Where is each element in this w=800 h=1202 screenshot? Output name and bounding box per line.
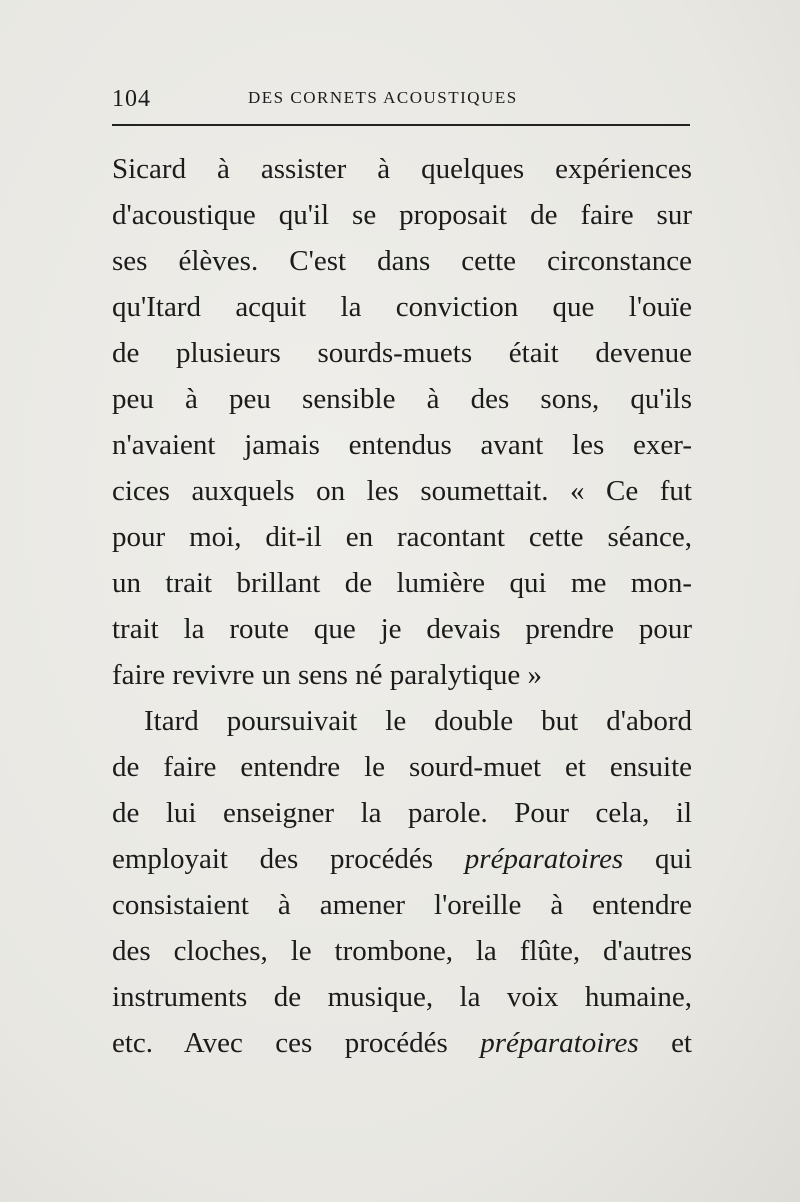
text-line: cices auxquels on les soumettait. « Ce fut xyxy=(112,475,692,507)
text-line: un trait brillant de lumière qui me mon- xyxy=(112,567,692,599)
page-header xyxy=(112,86,692,116)
text-segment: employait des procédés xyxy=(112,843,465,875)
text-segment: et xyxy=(638,1027,692,1059)
text-segment: etc. Avec ces procédés xyxy=(112,1027,481,1059)
text-line: n'avaient jamais entendus avant les exer- xyxy=(112,429,692,461)
running-title: DES CORNETS ACOUSTIQUES xyxy=(248,88,518,107)
header-rule xyxy=(112,124,690,126)
paragraph-start-line: Itard poursuivait le double but d'abord xyxy=(144,705,692,737)
text-line: peu à peu sensible à des sons, qu'ils xyxy=(112,383,692,415)
text-line: qu'Itard acquit la conviction que l'ouïe xyxy=(112,291,692,323)
text-line: d'acoustique qu'il se proposait de faire sur xyxy=(112,199,692,231)
text-line: pour moi, dit-il en racontant cette séance, xyxy=(112,521,692,553)
text-line: de lui enseigner la parole. Pour cela, il xyxy=(112,797,692,829)
text-line-italic-term xyxy=(112,1020,692,1066)
text-line: trait la route que je devais prendre pour xyxy=(112,613,692,645)
text-line: ses élèves. C'est dans cette circonstance xyxy=(112,245,692,277)
text-line: de faire entendre le sourd-muet et ensuite xyxy=(112,751,692,783)
text-line: instruments de musique, la voix humaine, xyxy=(112,981,692,1013)
body-text xyxy=(112,146,692,1066)
italic-term: préparatoires xyxy=(480,1027,639,1059)
text-line: Sicard à assister à quelques expériences xyxy=(112,153,692,185)
paragraph-end-line: faire revivre un sens né paralytique » xyxy=(112,659,542,691)
text-segment: qui xyxy=(623,843,692,875)
text-line-italic-term xyxy=(112,836,692,882)
text-line: consistaient à amener l'oreille à entendre xyxy=(112,889,692,921)
text-line: de plusieurs sourds-muets était devenue xyxy=(112,337,692,369)
italic-term: préparatoires xyxy=(464,843,624,875)
text-line: des cloches, le trombone, la flûte, d'autres xyxy=(112,935,692,967)
page-number: 104 xyxy=(112,86,151,112)
